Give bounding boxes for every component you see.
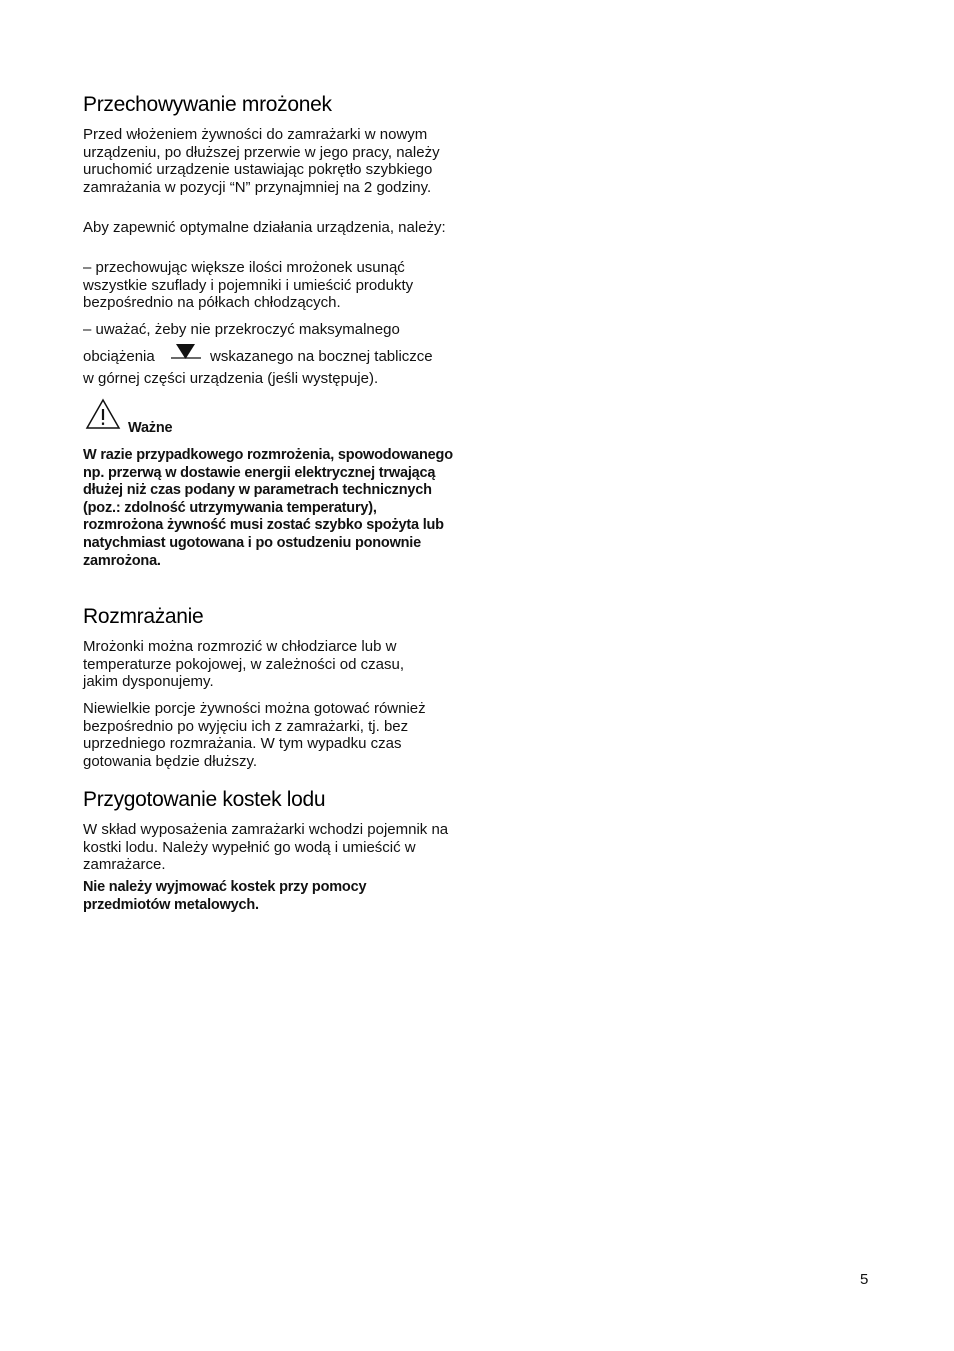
max-load-description: wskazanego na bocznej tabliczce: [210, 348, 433, 365]
paragraph-cook-frozen: Niewielkie porcje żywności można gotować również bezpośrednio po wyjęciu ich z zamrażarki, tj. bez uprzedniego rozmrażania. W tym wypadku czas gotowania będzie dłuższy.: [83, 700, 426, 770]
section-heading-defrosting: Rozmrażanie: [83, 605, 204, 628]
page-number: 5: [860, 1271, 869, 1288]
paragraph-first-use: Przed włożeniem żywności do zamrażarki w nowym urządzeniu, po dłuższej przerwie w jego pracy, należy uruchomić urządzenie ustawiając pokrętło szybkiego zamrażania w pozycji “N” przynajmniej na 2 godziny.: [83, 126, 440, 196]
warning-text: W razie przypadkowego rozmrożenia, spowodowanego np. przerwą w dostawie energii elektrycznej trwającą dłużej niż czas podany w parametrach technicznych (poz.: zdolność utrzymywania temperatury), rozmrożona żywność musi zostać szybko spożyta lub natychmiast ugotowana i po ostudzeniu ponownie zamrożona.: [83, 447, 453, 569]
max-load-label: obciążenia: [83, 348, 155, 365]
paragraph-max-load-line3: w górnej części urządzenia (jeśli występuje).: [83, 370, 379, 387]
section-heading-storage: Przechowywanie mrożonek: [83, 93, 332, 116]
warning-title: Ważne: [128, 420, 173, 436]
max-load-line: [83, 348, 473, 368]
section-heading-ice-cubes: Przygotowanie kostek lodu: [83, 788, 326, 811]
paragraph-ice-warning: Nie należy wyjmować kostek przy pomocy przedmiotów metalowych.: [83, 879, 367, 913]
paragraph-max-load-line1: – uważać, żeby nie przekroczyć maksymalnego: [83, 321, 400, 338]
max-load-icon: [171, 342, 201, 369]
paragraph-remove-drawers: – przechowując większe ilości mrożonek usunąć wszystkie szuflady i pojemniki i umieścić produkty bezpośrednio na półkach chłodzących.: [83, 259, 414, 312]
paragraph-optimal-operation: Aby zapewnić optymalne działania urządzenia, należy:: [83, 219, 446, 236]
paragraph-ice-tray: W skład wyposażenia zamrażarki wchodzi pojemnik na kostki lodu. Należy wypełnić go wodą i umieścić w zamrażarce.: [83, 821, 449, 874]
paragraph-defrost-methods: Mrożonki można rozmrozić w chłodziarce lub w temperaturze pokojowej, w zależności od czasu, jakim dysponujemy.: [83, 638, 404, 691]
warning-triangle-icon: [85, 398, 121, 435]
